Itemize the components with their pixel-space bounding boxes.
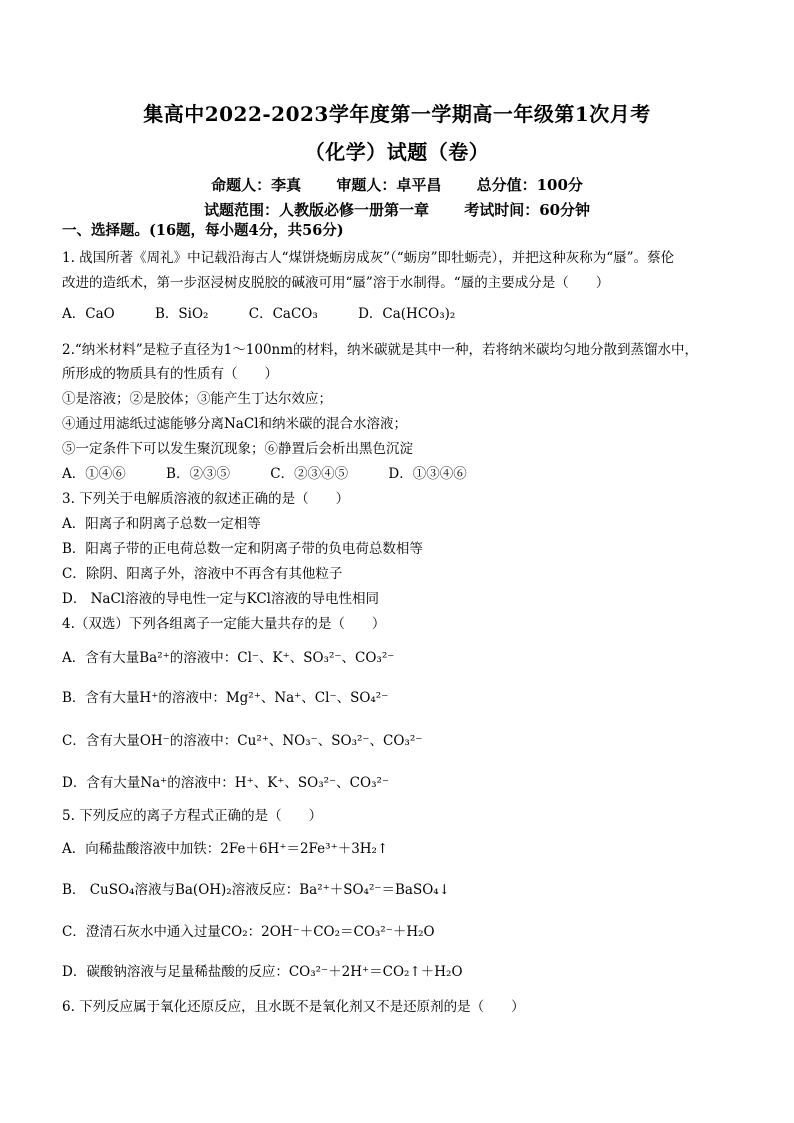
total-score: 总分值：100分 — [476, 176, 583, 194]
q5-option-a: A．向稀盐酸溶液中加铁：2Fe＋6H⁺＝2Fe³⁺＋3H₂↑ — [62, 841, 389, 857]
q3-option-b: B．阳离子带的正电荷总数一定和阴离子带的负电荷总数相等 — [62, 541, 423, 557]
exam-scope: 试题范围：人教版必修一册第一章 — [203, 201, 429, 219]
q4-stem: 4.（双选）下列各组离子一定能大量共存的是（ ） — [62, 616, 386, 632]
q5-option-d: D．碳酸钠溶液与足量稀盐酸的反应：CO₃²⁻＋2H⁺＝CO₂↑＋H₂O — [62, 964, 463, 980]
q4-option-d: D．含有大量Na⁺的溶液中：H⁺、K⁺、SO₃²⁻、CO₃²⁻ — [62, 775, 390, 791]
exam-meta-row1 — [0, 174, 794, 195]
q2-option-d: D．①③④⑥ — [388, 466, 467, 482]
q3-stem: 3. 下列关于电解质溶液的叙述正确的是（ ） — [62, 491, 350, 507]
exam-meta-row2 — [0, 199, 794, 220]
author: 命题人：李真 — [211, 176, 302, 194]
q3-option-a: A．阳离子和阴离子总数一定相等 — [62, 516, 261, 532]
q4-option-c: C．含有大量OH⁻的溶液中：Cu²⁺、NO₃⁻、SO₃²⁻、CO₃²⁻ — [62, 733, 423, 749]
q2-stem-line1: 2.“纳米材料”是粒子直径为1～100nm的材料，纳米碳就是其中一种，若将纳米碳均匀地分散到蒸馏水中， — [62, 342, 699, 358]
q2-option-a: A．①④⑥ — [62, 466, 126, 482]
q2-statement-3: ⑤一定条件下可以发生聚沉现象；⑥静置后会析出黑色沉淀 — [62, 441, 413, 457]
q2-option-c: C．②③④⑤ — [270, 466, 349, 482]
q2-statement-2: ④通过用滤纸过滤能够分离NaCl和纳米碳的混合水溶液； — [62, 416, 408, 432]
q1-options — [62, 305, 742, 323]
q6-stem: 6. 下列反应属于氧化还原反应，且水既不是氧化剂又不是还原剂的是（ ） — [62, 999, 525, 1015]
exam-subtitle: （化学）试题（卷） — [304, 140, 490, 164]
reviewer: 审题人：卓平昌 — [336, 176, 442, 194]
q2-stem-line2: 所形成的物质具有的性质有（ ） — [62, 366, 278, 382]
q3-option-c: C．除阴、阳离子外，溶液中不再含有其他粒子 — [62, 566, 343, 582]
q1-option-c: C．CaCO₃ — [248, 306, 318, 322]
q2-options — [62, 465, 742, 483]
q1-option-d: D．Ca(HCO₃)₂ — [358, 306, 456, 322]
q4-option-a: A．含有大量Ba²⁺的溶液中：Cl⁻、K⁺、SO₃²⁻、CO₃²⁻ — [62, 650, 395, 666]
q5-option-c: C．澄清石灰水中通入过量CO₂：2OH⁻＋CO₂＝CO₃²⁻＋H₂O — [62, 924, 435, 940]
q4-option-b: B．含有大量H⁺的溶液中：Mg²⁺、Na⁺、Cl⁻、SO₄²⁻ — [62, 690, 389, 706]
q5-stem: 5. 下列反应的离子方程式正确的是（ ） — [62, 808, 323, 824]
section-heading: 一、选择题。(16题，每小题4分，共56分) — [62, 222, 344, 239]
q5-option-b: B． CuSO₄溶液与Ba(OH)₂溶液反应：Ba²⁺＋SO₄²⁻＝BaSO₄↓ — [62, 882, 450, 898]
exam-title: 集高中2022-2023学年度第一学期高一年级第1次月考 — [143, 102, 651, 126]
q1-stem-line1: 1. 战国所著《周礼》中记载沿海古人“煤饼烧蛎房成灰”（“蛎房”即牡蛎壳），并把这种灰称为“蜃”。蔡伦 — [62, 250, 675, 266]
q2-option-b: B．②③⑤ — [166, 466, 230, 482]
exam-time: 考试时间：60分钟 — [464, 201, 591, 219]
q1-option-a: A．CaO — [62, 306, 115, 322]
q2-statement-1: ①是溶液；②是胶体；③能产生丁达尔效应； — [62, 391, 332, 407]
q3-option-d: D． NaCl溶液的导电性一定与KCl溶液的导电性相同 — [62, 591, 379, 607]
q1-option-b: B．SiO₂ — [155, 306, 209, 322]
q1-stem-line2: 改进的造纸术，第一步沤浸树皮脱胶的碱液可用“蜃”溶于水制得。“蜃的主要成分是（ ） — [62, 275, 610, 291]
